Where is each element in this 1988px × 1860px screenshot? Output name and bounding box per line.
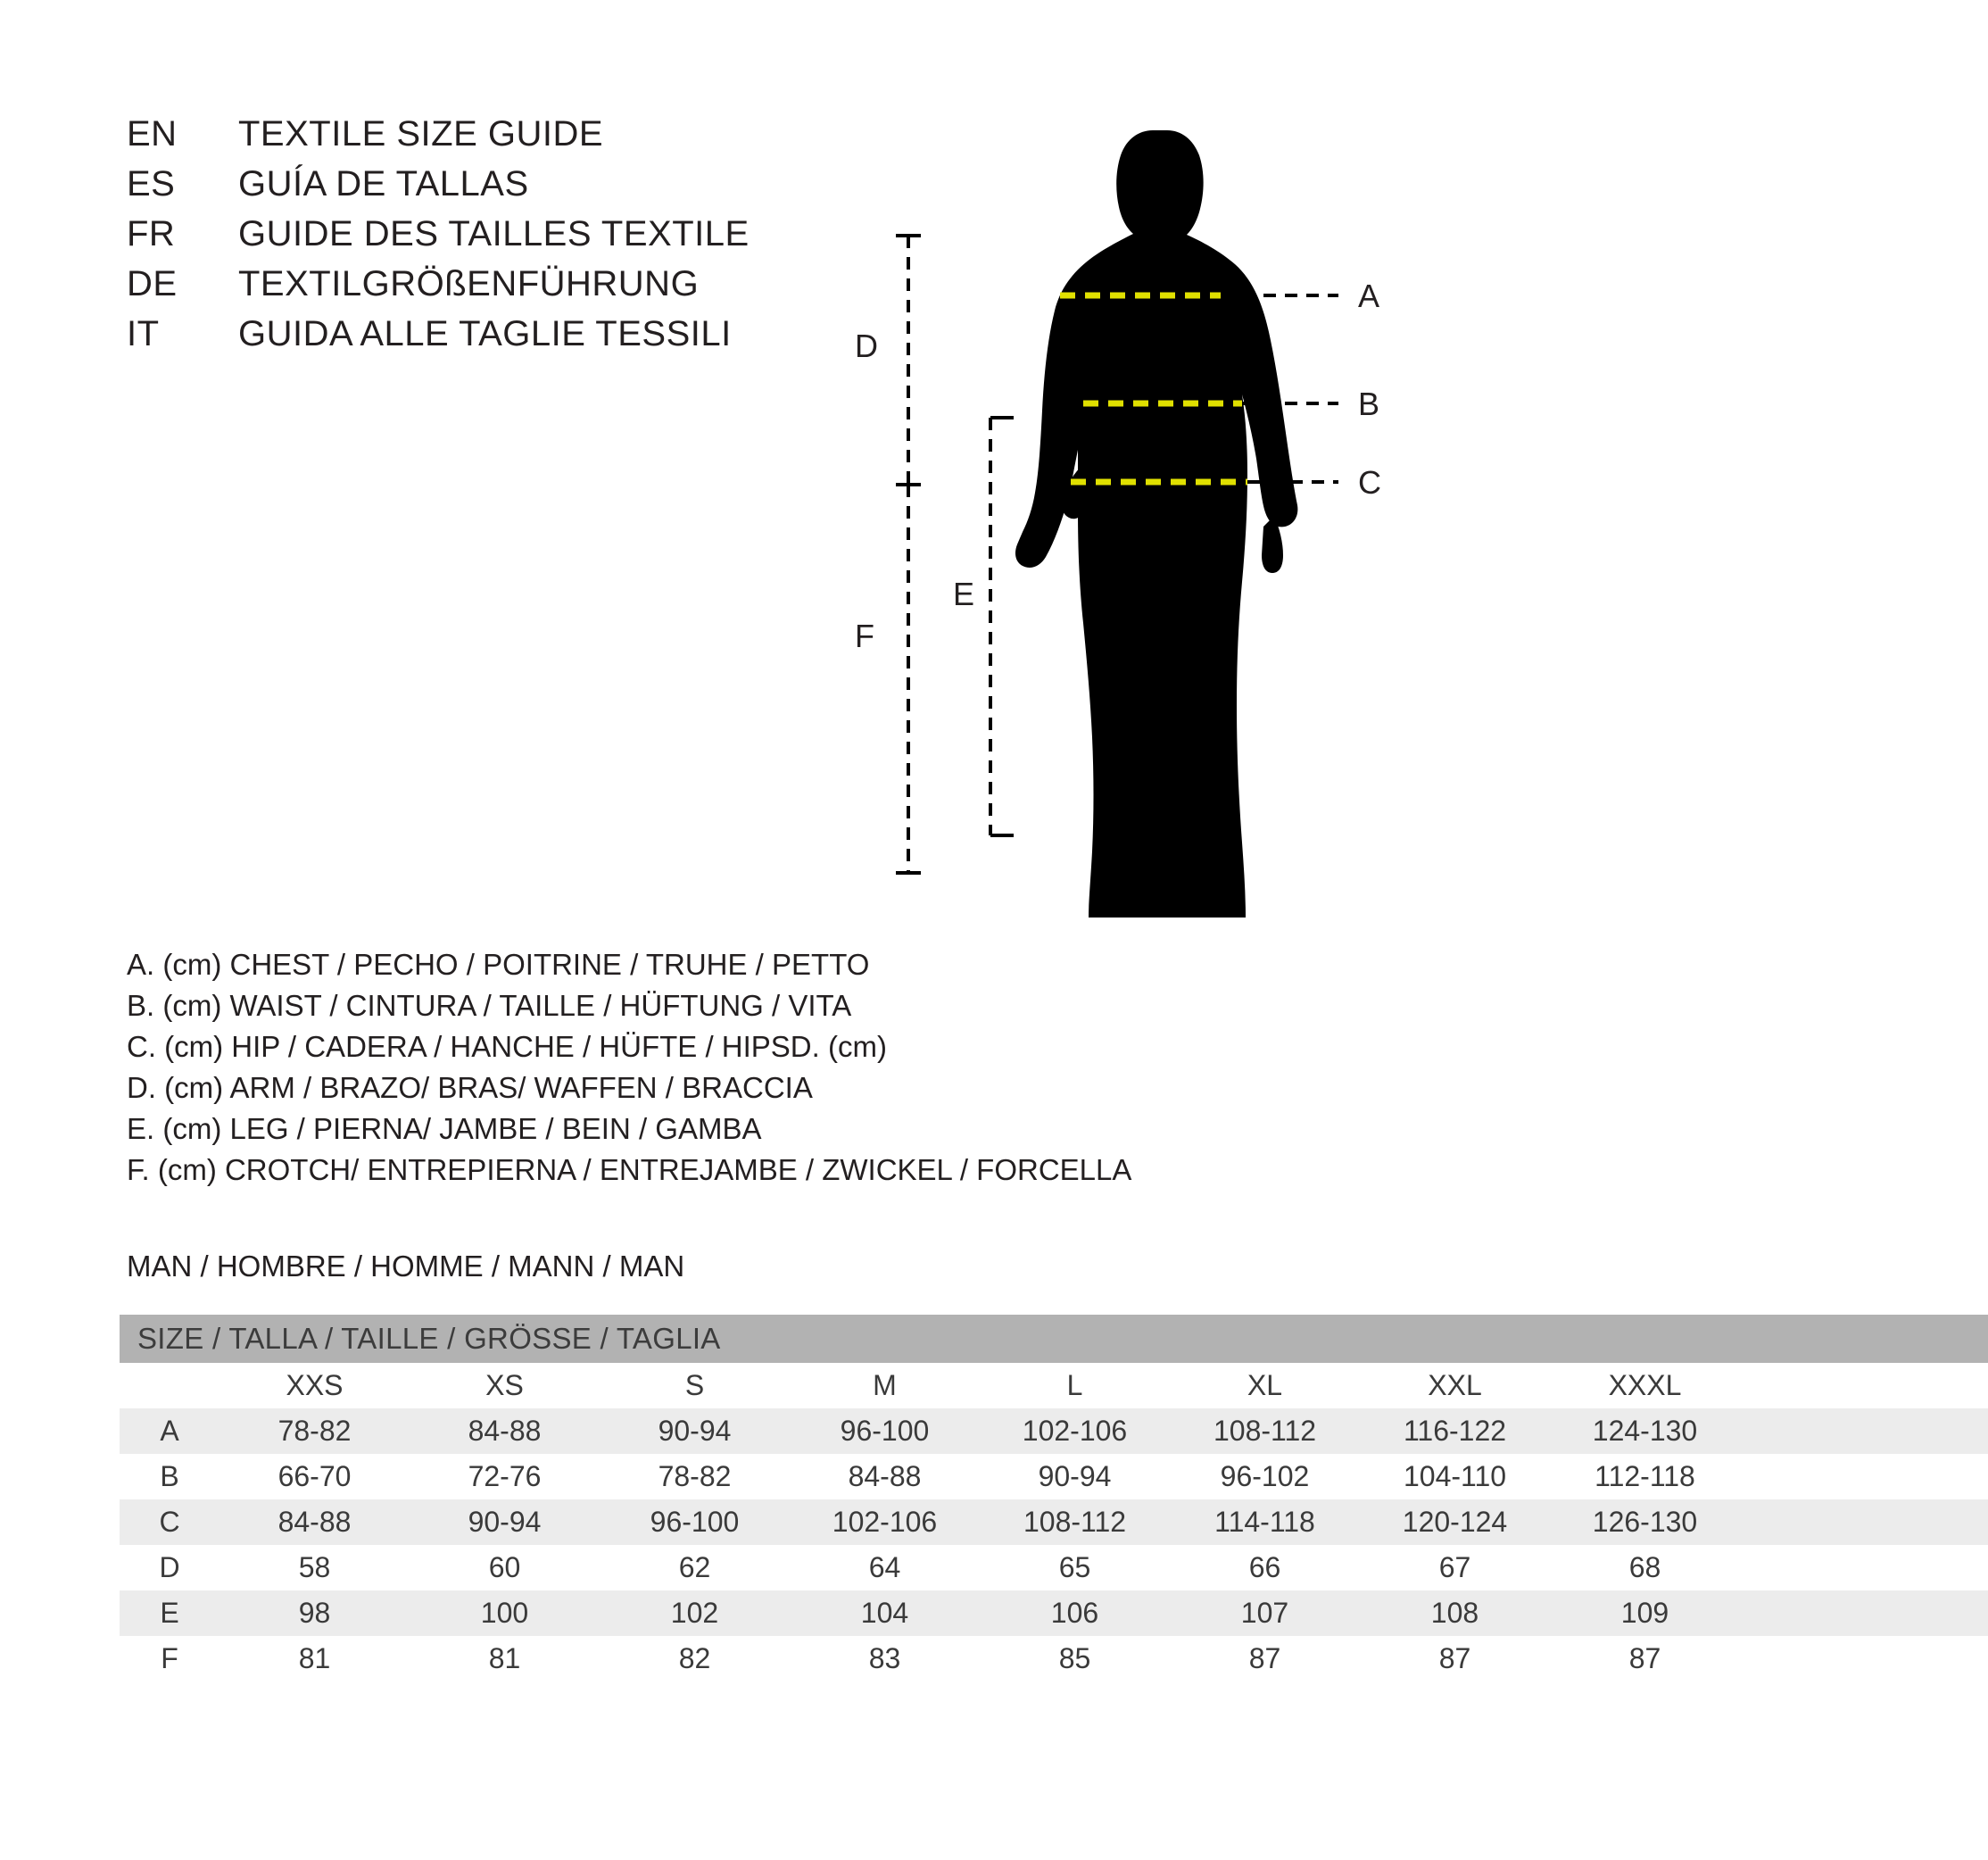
cell-e-xxxl: 109 <box>1550 1590 1740 1636</box>
language-title: GUÍA DE TALLAS <box>238 164 529 203</box>
language-row <box>127 164 930 214</box>
table-row <box>120 1499 1988 1545</box>
cell-e-m: 104 <box>790 1590 980 1636</box>
cell-f-s: 82 <box>600 1636 790 1681</box>
spacer-cell <box>1740 1545 1988 1590</box>
cell-f-m: 83 <box>790 1636 980 1681</box>
cell-d-xxs: 58 <box>220 1545 410 1590</box>
language-code: FR <box>127 214 176 253</box>
label-D: D <box>855 328 878 364</box>
language-row <box>127 314 930 364</box>
table-row <box>120 1590 1988 1636</box>
language-title: TEXTILE SIZE GUIDE <box>238 114 604 154</box>
language-code: DE <box>127 264 178 303</box>
language-row <box>127 214 930 264</box>
column-header-xxxl: XXXL <box>1550 1363 1740 1408</box>
cell-b-xxs: 66-70 <box>220 1454 410 1499</box>
row-label-e: E <box>120 1590 220 1636</box>
cell-e-xl: 107 <box>1170 1590 1360 1636</box>
table-row <box>120 1408 1988 1454</box>
table-row <box>120 1636 1988 1681</box>
language-row <box>127 114 930 164</box>
corner-cell <box>120 1363 220 1408</box>
cell-b-m: 84-88 <box>790 1454 980 1499</box>
language-code: EN <box>127 114 178 154</box>
row-label-a: A <box>120 1408 220 1454</box>
cell-a-l: 102-106 <box>980 1408 1170 1454</box>
legend-item: A. (cm) CHEST / PECHO / POITRINE / TRUHE / PETTO <box>127 948 870 981</box>
cell-f-xxxl: 87 <box>1550 1636 1740 1681</box>
cell-c-xxxl: 126-130 <box>1550 1499 1740 1545</box>
cell-c-xxs: 84-88 <box>220 1499 410 1545</box>
legend-item: D. (cm) ARM / BRAZO/ BRAS/ WAFFEN / BRACCIA <box>127 1071 813 1104</box>
cell-c-xxl: 120-124 <box>1360 1499 1550 1545</box>
cell-f-xs: 81 <box>410 1636 600 1681</box>
legend-item: B. (cm) WAIST / CINTURA / TAILLE / HÜFTUNG / VITA <box>127 989 852 1022</box>
cell-a-xl: 108-112 <box>1170 1408 1360 1454</box>
cell-f-xxs: 81 <box>220 1636 410 1681</box>
label-E: E <box>953 576 975 612</box>
column-header-m: M <box>790 1363 980 1408</box>
cell-d-xl: 66 <box>1170 1545 1360 1590</box>
column-header-l: L <box>980 1363 1170 1408</box>
language-row <box>127 264 930 314</box>
spacer-cell <box>1740 1499 1988 1545</box>
label-A: A <box>1358 278 1380 314</box>
column-header-s: S <box>600 1363 790 1408</box>
cell-c-xs: 90-94 <box>410 1499 600 1545</box>
spacer-cell <box>1740 1454 1988 1499</box>
cell-c-xl: 114-118 <box>1170 1499 1360 1545</box>
spacer-cell <box>1740 1408 1988 1454</box>
language-header-block <box>127 114 930 364</box>
table-column-header-row <box>120 1363 1988 1408</box>
cell-f-l: 85 <box>980 1636 1170 1681</box>
gender-label: MAN / HOMBRE / HOMME / MANN / MAN <box>127 1250 685 1283</box>
cell-b-s: 78-82 <box>600 1454 790 1499</box>
legend-item: F. (cm) CROTCH/ ENTREPIERNA / ENTREJAMBE / ZWICKEL / FORCELLA <box>127 1153 1132 1186</box>
cell-a-s: 90-94 <box>600 1408 790 1454</box>
spacer-cell <box>1740 1590 1988 1636</box>
cell-b-xxxl: 112-118 <box>1550 1454 1740 1499</box>
cell-b-xs: 72-76 <box>410 1454 600 1499</box>
cell-f-xxl: 87 <box>1360 1636 1550 1681</box>
cell-e-xxs: 98 <box>220 1590 410 1636</box>
legend-item: E. (cm) LEG / PIERNA/ JAMBE / BEIN / GAMBA <box>127 1112 762 1145</box>
cell-e-xxl: 108 <box>1360 1590 1550 1636</box>
cell-d-l: 65 <box>980 1545 1170 1590</box>
label-C: C <box>1358 464 1381 501</box>
cell-a-xxxl: 124-130 <box>1550 1408 1740 1454</box>
cell-d-xxl: 67 <box>1360 1545 1550 1590</box>
label-F: F <box>855 618 874 654</box>
table-row <box>120 1545 1988 1590</box>
language-code: ES <box>127 164 176 203</box>
column-header-xl: XL <box>1170 1363 1360 1408</box>
size-table-title: SIZE / TALLA / TAILLE / GRÖSSE / TAGLIA <box>120 1315 1988 1363</box>
row-label-b: B <box>120 1454 220 1499</box>
cell-e-l: 106 <box>980 1590 1170 1636</box>
cell-e-xs: 100 <box>410 1590 600 1636</box>
table-header-row <box>120 1315 1988 1363</box>
cell-b-xxl: 104-110 <box>1360 1454 1550 1499</box>
cell-d-m: 64 <box>790 1545 980 1590</box>
cell-b-l: 90-94 <box>980 1454 1170 1499</box>
spacer-cell <box>1740 1363 1988 1408</box>
column-header-xs: XS <box>410 1363 600 1408</box>
language-title: GUIDE DES TAILLES TEXTILE <box>238 214 750 253</box>
body-measurement-diagram <box>855 89 1793 1205</box>
column-header-xxl: XXL <box>1360 1363 1550 1408</box>
label-B: B <box>1358 386 1380 422</box>
cell-b-xl: 96-102 <box>1170 1454 1360 1499</box>
cell-c-l: 108-112 <box>980 1499 1170 1545</box>
table-row <box>120 1454 1988 1499</box>
size-table <box>120 1315 1988 1681</box>
cell-f-xl: 87 <box>1170 1636 1360 1681</box>
cell-a-xxs: 78-82 <box>220 1408 410 1454</box>
row-label-d: D <box>120 1545 220 1590</box>
legend-item: C. (cm) HIP / CADERA / HANCHE / HÜFTE / HIPSD. (cm) <box>127 1030 887 1063</box>
cell-a-m: 96-100 <box>790 1408 980 1454</box>
cell-e-s: 102 <box>600 1590 790 1636</box>
cell-d-xs: 60 <box>410 1545 600 1590</box>
cell-c-s: 96-100 <box>600 1499 790 1545</box>
language-code: IT <box>127 314 160 353</box>
language-title: TEXTILGRÖßENFÜHRUNG <box>238 264 700 303</box>
cell-c-m: 102-106 <box>790 1499 980 1545</box>
language-title: GUIDA ALLE TAGLIE TESSILI <box>238 314 732 353</box>
column-header-xxs: XXS <box>220 1363 410 1408</box>
male-silhouette-icon <box>1015 130 1297 918</box>
spacer-cell <box>1740 1636 1988 1681</box>
row-label-c: C <box>120 1499 220 1545</box>
row-label-f: F <box>120 1636 220 1681</box>
size-table-container <box>120 1315 1742 1681</box>
cell-d-s: 62 <box>600 1545 790 1590</box>
cell-d-xxxl: 68 <box>1550 1545 1740 1590</box>
cell-a-xxl: 116-122 <box>1360 1408 1550 1454</box>
cell-a-xs: 84-88 <box>410 1408 600 1454</box>
